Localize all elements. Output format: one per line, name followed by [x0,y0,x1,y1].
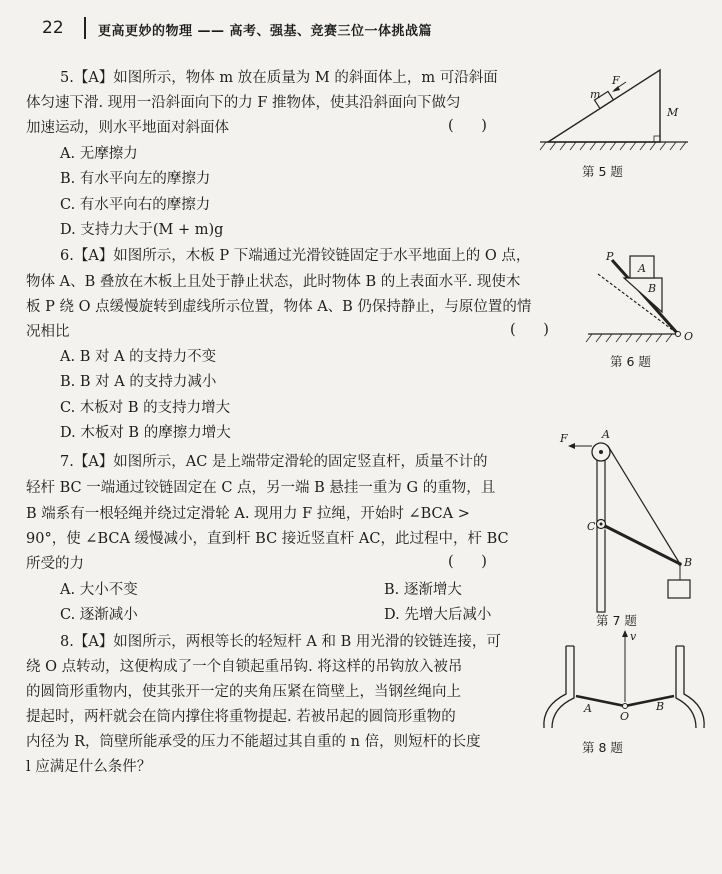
book-title: 更高更妙的物理 —— 高考、强基、竞赛三位一体挑战篇 [98,24,433,39]
q7-option-a: A. 大小不变 [60,582,138,598]
q6-line-1: 6.【A】如图所示，木板 P 下端通过光滑铰链固定于水平地面上的 O 点， [60,248,531,264]
q5-option-b: B. 有水平向左的摩擦力 [60,171,211,187]
q8-label-v: v [630,630,637,643]
q8-line-3: 的圆筒形重物内，使其张开一定的夹角压紧在筒壁上，当钢丝绳向上 [26,684,461,700]
q8-line-6: l 应满足什么条件？ [26,759,152,775]
q7-line-2: 轻杆 BC 一端通过铰链固定在 C 点，另一端 B 悬挂一重为 G 的重物，且 [26,480,496,496]
q5-caption: 第 5 题 [582,164,623,179]
q7-line-5: 所受的力 [26,556,84,572]
q7-line-1: 7.【A】如图所示，AC 是上端带定滑轮的固定竖直杆，质量不计的 [60,454,488,470]
header-divider [84,17,86,39]
q8-line-2: 绕 O 点转动，这便构成了一个自锁起重吊钩. 将这样的吊钩放入被吊 [26,659,463,675]
page-header [18,14,708,44]
q7-answer-paren: ( ) [448,554,487,570]
q7-option-b: B. 逐渐增大 [384,582,462,598]
q6-label-b: B [648,282,657,295]
q8-line-1: 8.【A】如图所示，两根等长的轻短杆 A 和 B 用光滑的铰链连接，可 [60,634,501,650]
q7-line-3: B 端系有一根轻绳并绕过定滑轮 A. 现用力 F 拉绳，开始时 ∠BCA > [26,506,470,522]
q7-figure [560,426,700,616]
q5-label-f: F [612,74,620,87]
q8-line-5: 内径为 R，筒壁所能承受的压力不能超过其自重的 n 倍，则短杆的长度 [26,734,481,750]
q7-label-f: F [560,432,568,445]
q7-line-4: 90°，使 ∠BCA 缓慢减小，直到杆 BC 接近竖直杆 AC，此过程中，杆 BC [26,531,509,547]
q5-figure [540,60,690,160]
q6-option-a: A. B 对 A 的支持力不变 [60,349,217,365]
q8-label-b: B [656,700,665,713]
q5-answer-paren: ( ) [448,118,487,134]
q6-answer-paren: ( ) [510,322,549,338]
q8-caption: 第 8 题 [582,740,623,755]
q5-line-3: 加速运动，则水平地面对斜面体 [26,120,229,136]
q7-label-b: B [684,556,693,569]
page-number: 22 [42,18,64,38]
q5-option-d: D. 支持力大于(M + m)g [60,222,224,238]
q5-option-a: A. 无摩擦力 [60,146,138,162]
q6-option-d: D. 木板对 B 的摩擦力增大 [60,425,231,441]
q6-label-o: O [684,330,694,343]
q6-line-3: 板 P 绕 O 点缓慢旋转到虚线所示位置，物体 A、B 仍保持静止，与原位置的情 [26,299,532,315]
q8-label-o: O [620,710,630,723]
q5-label-m: m [590,88,601,101]
q8-line-4: 提起时，两杆就会在筒内撑住将重物提起. 若被吊起的圆筒形重物的 [26,709,456,725]
q6-line-2: 物体 A、B 叠放在木板上且处于静止状态，此时物体 B 的上表面水平. 现使木 [26,274,521,290]
q7-label-c: C [587,520,596,533]
q6-figure [584,248,704,348]
q8-label-a: A [584,702,592,715]
q6-option-b: B. B 对 A 的支持力减小 [60,374,217,390]
q7-caption: 第 7 题 [596,613,637,628]
q5-line-1: 5.【A】如图所示，物体 m 放在质量为 M 的斜面体上，m 可沿斜面 [60,70,498,86]
q6-label-a: A [638,262,646,275]
q5-option-c: C. 有水平向右的摩擦力 [60,197,211,213]
q8-figure [536,628,706,738]
q6-option-c: C. 木板对 B 的支持力增大 [60,400,231,416]
q5-line-2: 体匀速下滑. 现用一沿斜面向下的力 F 推物体，使其沿斜面向下做匀 [26,95,461,111]
q7-label-a: A [602,428,610,441]
q7-option-d: D. 先增大后减小 [384,607,492,623]
q5-label-big-m: M [667,106,679,119]
q6-label-p: P [606,250,614,263]
q7-option-c: C. 逐渐减小 [60,607,138,623]
q6-caption: 第 6 题 [610,354,651,369]
q6-line-4: 况相比 [26,324,70,340]
